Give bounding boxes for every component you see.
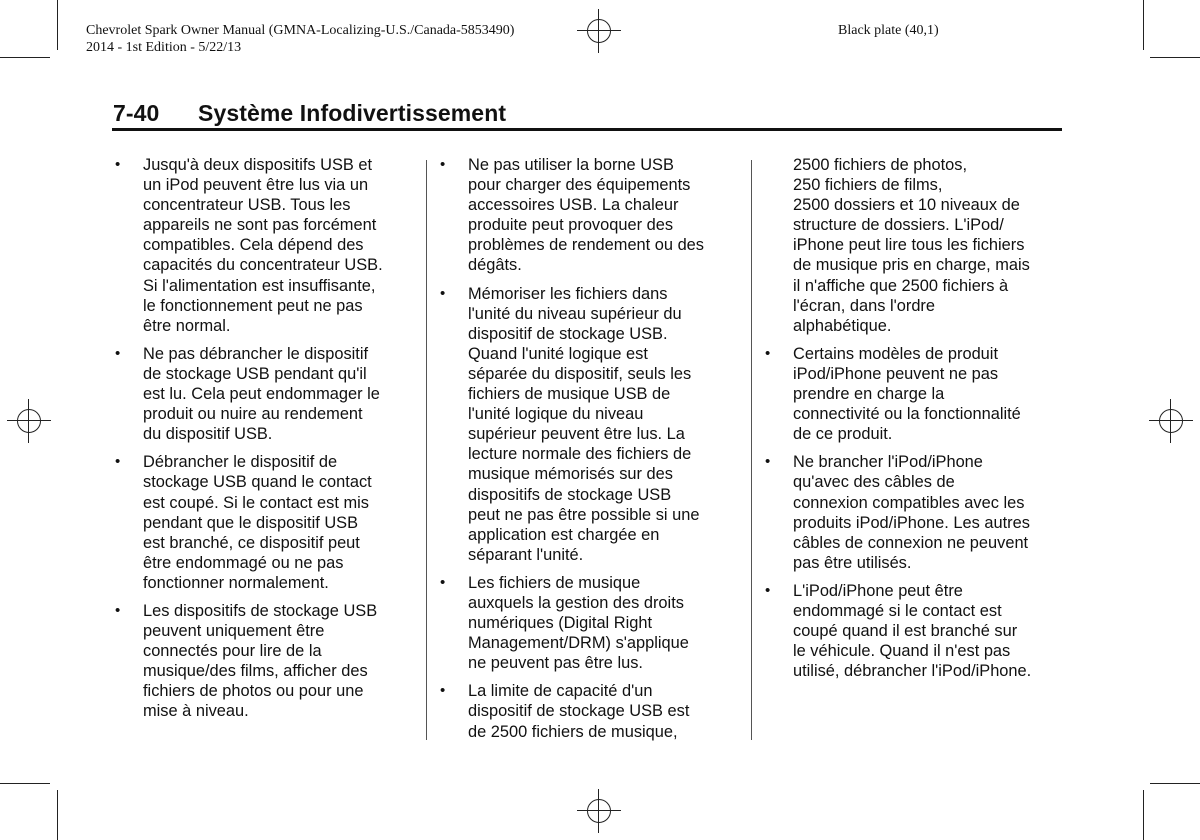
text-line: application est chargée en — [468, 525, 660, 544]
text-line: 250 fichiers de films, — [793, 176, 943, 195]
text-line: dégâts. — [468, 256, 522, 275]
text-line: Certains modèles de produit — [793, 344, 998, 363]
crop-mark — [1143, 790, 1144, 840]
text-line: appareils ne sont pas forcément — [143, 216, 377, 235]
bullet-icon: • — [115, 156, 121, 173]
print-header-right: Black plate (40,1) — [838, 23, 939, 38]
text-line: pas être utilisés. — [793, 553, 912, 572]
crop-mark — [0, 57, 50, 58]
text-line: séparée du dispositif, seuls les — [468, 364, 692, 383]
bullet-item — [440, 155, 730, 276]
print-header-line: 2014 - 1st Edition - 5/22/13 — [86, 40, 242, 55]
text-line: prendre en charge la — [793, 385, 945, 404]
text-line: peuvent uniquement être — [143, 622, 325, 641]
text-line: pendant que le dispositif USB — [143, 513, 359, 532]
text-line: produite peut provoquer des — [468, 216, 674, 235]
text-line: numériques (Digital Right — [468, 614, 653, 633]
crop-mark — [57, 0, 58, 50]
text-line: produit ou nuire au rendement — [143, 405, 363, 424]
registration-mark-icon — [583, 795, 615, 827]
text-line: un iPod peuvent être lus via un — [143, 176, 369, 195]
text-line: fonctionner normalement. — [143, 573, 329, 592]
bullet-item — [115, 601, 405, 722]
text-line: l'unité du niveau supérieur du — [468, 304, 682, 323]
section-number: 7-40 — [113, 100, 160, 126]
text-line: est coupé. Si le contact est mis — [143, 493, 369, 512]
bullet-icon: • — [115, 453, 121, 471]
text-line: du dispositif USB. — [143, 425, 273, 444]
text-line: Jusqu'à deux dispositifs USB et — [143, 156, 373, 174]
text-line: est lu. Cela peut endommager le — [143, 385, 380, 404]
print-header-line: Chevrolet Spark Owner Manual (GMNA-Localizing-U.S./Canada-5853490) — [86, 23, 515, 38]
text-line: mise à niveau. — [143, 702, 249, 721]
text-column-3 — [765, 155, 1055, 689]
text-line: alphabétique. — [793, 316, 892, 335]
bullet-icon: • — [440, 682, 446, 700]
crop-mark — [57, 790, 58, 840]
bullet-item — [765, 452, 1055, 573]
bullet-item — [765, 581, 1055, 681]
text-line: câbles de connexion ne peuvent — [793, 533, 1029, 552]
text-line: compatibles. Cela dépend des — [143, 236, 364, 255]
bullet-icon: • — [440, 156, 446, 173]
registration-mark-icon — [13, 405, 45, 437]
text-line: musique/des films, afficher des — [143, 662, 368, 681]
text-line: Si l'alimentation est insuffisante, — [143, 276, 376, 295]
text-line: Les dispositifs de stockage USB — [143, 601, 378, 620]
text-line: problèmes de rendement ou des — [468, 236, 704, 255]
bullet-item — [115, 452, 405, 593]
text-column-2 — [440, 155, 730, 750]
bullet-icon: • — [440, 284, 446, 302]
bullet-item — [440, 284, 730, 565]
text-line: produits iPod/iPhone. Les autres — [793, 513, 1030, 532]
text-line: coupé quand il est branché sur — [793, 622, 1018, 641]
text-line: Débrancher le dispositif de — [143, 453, 338, 472]
bullet-icon: • — [765, 581, 771, 599]
text-line: Ne pas utiliser la borne USB — [468, 156, 674, 174]
bullet-item — [440, 573, 730, 673]
column-divider — [426, 160, 427, 740]
text-line: Management/DRM) s'applique — [468, 634, 689, 653]
text-line: 2500 fichiers de photos, — [793, 156, 968, 174]
text-line: Ne brancher l'iPod/iPhone — [793, 453, 983, 472]
text-line: dispositifs de stockage USB — [468, 485, 672, 504]
text-line: le véhicule. Quand il n'est pas — [793, 642, 1011, 661]
text-line: L'iPod/iPhone peut être — [793, 581, 963, 600]
text-line: peut ne pas être possible si une — [468, 505, 700, 524]
text-line: connectés pour lire de la — [143, 642, 322, 661]
text-line: l'écran, dans l'ordre — [793, 296, 936, 315]
print-header-left — [86, 22, 514, 56]
section-title: Système Infodivertissement — [198, 100, 507, 126]
bullet-icon: • — [115, 601, 121, 619]
text-line: de musique pris en charge, mais — [793, 256, 1030, 275]
text-line: ne peuvent pas être lus. — [468, 654, 643, 673]
text-line: Mémoriser les fichiers dans — [468, 284, 668, 303]
crop-mark — [1150, 783, 1200, 784]
bullet-icon: • — [440, 573, 446, 591]
text-line: accessoires USB. La chaleur — [468, 196, 679, 215]
bullet-item — [765, 344, 1055, 444]
text-line: musique mémorisés sur des — [468, 465, 673, 484]
bullet-icon: • — [115, 344, 121, 362]
title-rule — [112, 128, 1062, 131]
text-line: être normal. — [143, 316, 231, 335]
text-line: dispositif de stockage USB. — [468, 324, 668, 343]
bullet-item — [440, 681, 730, 741]
text-line: de ce produit. — [793, 425, 893, 444]
text-line: connectivité ou la fonctionnalité — [793, 405, 1021, 424]
text-line: pour charger des équipements — [468, 176, 691, 195]
text-line: concentrateur USB. Tous les — [143, 196, 351, 215]
text-line: séparant l'unité. — [468, 545, 584, 564]
bullet-item — [115, 155, 405, 336]
text-line: fichiers de musique USB de — [468, 385, 671, 404]
column-divider — [751, 160, 752, 740]
text-line: de stockage USB pendant qu'il — [143, 364, 367, 383]
bullet-icon: • — [765, 344, 771, 362]
registration-mark-icon — [1155, 405, 1187, 437]
continued-paragraph — [765, 155, 1055, 336]
text-line: dispositif de stockage USB est — [468, 702, 690, 721]
bullet-item — [115, 344, 405, 444]
text-line: le fonctionnement peut ne pas — [143, 296, 363, 315]
text-line: La limite de capacité d'un — [468, 682, 653, 701]
text-line: structure de dossiers. L'iPod/ — [793, 216, 1004, 235]
text-column-1 — [115, 155, 405, 730]
text-line: être endommagé ou ne pas — [143, 553, 344, 572]
text-line: stockage USB quand le contact — [143, 473, 372, 492]
text-line: iPod/iPhone peuvent ne pas — [793, 364, 999, 383]
page-title — [113, 100, 506, 127]
text-line: iPhone peut lire tous les fichiers — [793, 236, 1025, 255]
text-line: capacités du concentrateur USB. — [143, 256, 383, 275]
text-line: auxquels la gestion des droits — [468, 593, 684, 612]
crop-mark — [1150, 57, 1200, 58]
text-line: fichiers de photos ou pour une — [143, 682, 364, 701]
text-line: il n'affiche que 2500 fichiers à — [793, 276, 1009, 295]
text-line: endommagé si le contact est — [793, 601, 1002, 620]
text-line: lecture normale des fichiers de — [468, 445, 692, 464]
text-line: Ne pas débrancher le dispositif — [143, 344, 369, 363]
text-line: Quand l'unité logique est — [468, 344, 648, 363]
crop-mark — [1143, 0, 1144, 50]
text-line: qu'avec des câbles de — [793, 473, 955, 492]
text-line: connexion compatibles avec les — [793, 493, 1025, 512]
text-line: l'unité logique du niveau — [468, 405, 644, 424]
registration-mark-icon — [583, 15, 615, 47]
text-line: de 2500 fichiers de musique, — [468, 722, 678, 741]
text-line: Les fichiers de musique — [468, 573, 641, 592]
crop-mark — [0, 783, 50, 784]
bullet-icon: • — [765, 453, 771, 471]
text-line: utilisé, débrancher l'iPod/iPhone. — [793, 662, 1032, 681]
text-line: 2500 dossiers et 10 niveaux de — [793, 196, 1020, 215]
text-line: supérieur peuvent être lus. La — [468, 425, 685, 444]
text-line: est branché, ce dispositif peut — [143, 533, 360, 552]
